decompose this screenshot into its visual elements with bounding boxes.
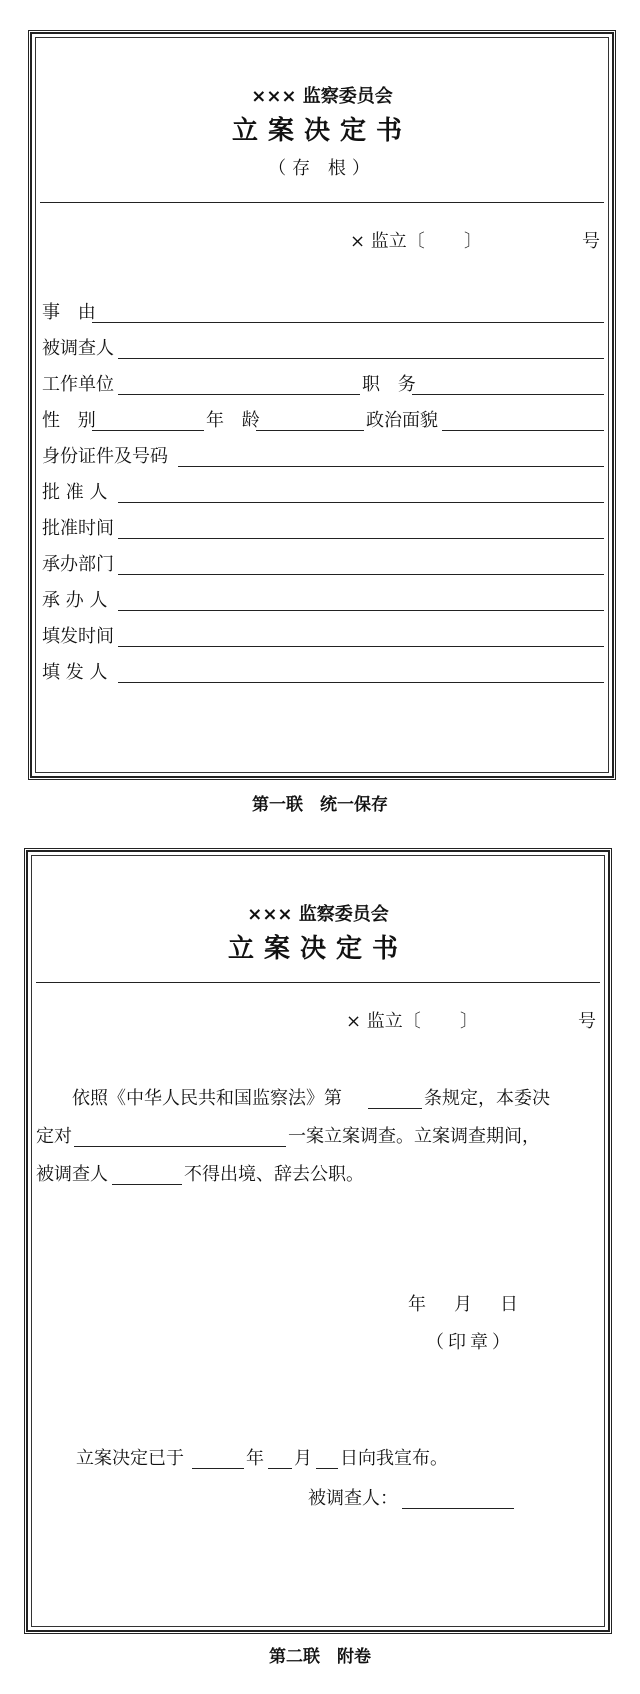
header-divider: [40, 202, 604, 203]
date-year-label: 年: [408, 1294, 426, 1315]
field-label-approver: 批 准 人: [42, 482, 108, 503]
date-day-label: 日: [500, 1294, 518, 1315]
field-line-position[interactable]: [412, 394, 604, 395]
signer-label: 被调查人：: [308, 1488, 398, 1509]
field-line-approval-time[interactable]: [118, 538, 604, 539]
field-label-handling-dept: 承办部门: [42, 554, 114, 575]
header-divider: [36, 982, 600, 983]
case-number-suffix: 号: [578, 1011, 596, 1032]
body-line-2-end: 一案立案调查。立案调查期间，: [288, 1126, 540, 1147]
field-line-handling-dept[interactable]: [118, 574, 604, 575]
case-number-suffix: 号: [582, 231, 600, 252]
field-label-age: 年 龄: [206, 410, 266, 431]
blank-case-name[interactable]: [74, 1146, 286, 1147]
seal-placeholder: （印章）: [426, 1332, 514, 1353]
case-number-prefix: × 监立〔: [350, 231, 425, 252]
issuing-authority: ××× 监察委员会: [251, 86, 393, 107]
document-subtitle: （存 根）: [268, 158, 376, 179]
field-line-filler[interactable]: [118, 682, 604, 683]
field-label-id-number: 身份证件及号码: [42, 446, 168, 467]
field-label-reason: 事 由: [42, 302, 102, 323]
form-sheet-record: [26, 850, 610, 1632]
field-label-position: 职 务: [362, 374, 422, 395]
sheet-inner-border: [35, 37, 609, 773]
blank-subject-name[interactable]: [112, 1184, 182, 1185]
field-label-handler: 承 办 人: [42, 590, 108, 611]
field-label-employer: 工作单位: [42, 374, 114, 395]
body-line-3-start: 被调查人: [36, 1164, 108, 1185]
document-title: 立案决定书: [227, 934, 408, 964]
announce-suffix: 日向我宣布。: [340, 1448, 448, 1469]
blank-signer-signature[interactable]: [402, 1508, 514, 1509]
sheet-inner-border: [31, 855, 605, 1627]
case-number-close: 〕: [464, 231, 482, 252]
field-label-approval-time: 批准时间: [42, 518, 114, 539]
field-label-fill-time: 填发时间: [42, 626, 114, 647]
field-line-fill-time[interactable]: [118, 646, 604, 647]
field-label-subject: 被调查人: [42, 338, 114, 359]
copy-caption-second: 第二联 附卷: [269, 1647, 371, 1667]
field-line-employer[interactable]: [118, 394, 360, 395]
announce-prefix: 立案决定已于: [76, 1448, 184, 1469]
announce-year-label: 年: [246, 1448, 264, 1469]
field-line-age[interactable]: [256, 430, 364, 431]
body-line-1-start: 依照《中华人民共和国监察法》第: [72, 1088, 342, 1109]
field-line-id-number[interactable]: [178, 466, 604, 467]
issuing-authority: ××× 监察委员会: [247, 904, 389, 925]
body-line-1-end: 条规定，本委决: [424, 1088, 550, 1109]
body-line-3-end: 不得出境、辞去公职。: [184, 1164, 364, 1185]
blank-announce-year[interactable]: [192, 1468, 244, 1469]
blank-article-number[interactable]: [368, 1108, 422, 1109]
field-line-approver[interactable]: [118, 502, 604, 503]
blank-announce-day[interactable]: [316, 1468, 338, 1469]
field-line-gender[interactable]: [92, 430, 204, 431]
field-line-political[interactable]: [442, 430, 604, 431]
field-label-political: 政治面貌: [366, 410, 438, 431]
document-title: 立案决定书: [231, 116, 412, 146]
case-number-close: 〕: [460, 1011, 478, 1032]
field-line-handler[interactable]: [118, 610, 604, 611]
announce-month-label: 月: [294, 1448, 312, 1469]
body-line-2-start: 定对: [36, 1126, 72, 1147]
field-label-filler: 填 发 人: [42, 662, 108, 683]
field-line-subject[interactable]: [118, 358, 604, 359]
field-line-reason[interactable]: [92, 322, 604, 323]
form-sheet-stub: [30, 32, 614, 778]
field-label-gender: 性 别: [42, 410, 102, 431]
date-month-label: 月: [454, 1294, 472, 1315]
blank-announce-month[interactable]: [268, 1468, 292, 1469]
copy-caption-first: 第一联 统一保存: [252, 795, 388, 815]
case-number-prefix: × 监立〔: [346, 1011, 421, 1032]
